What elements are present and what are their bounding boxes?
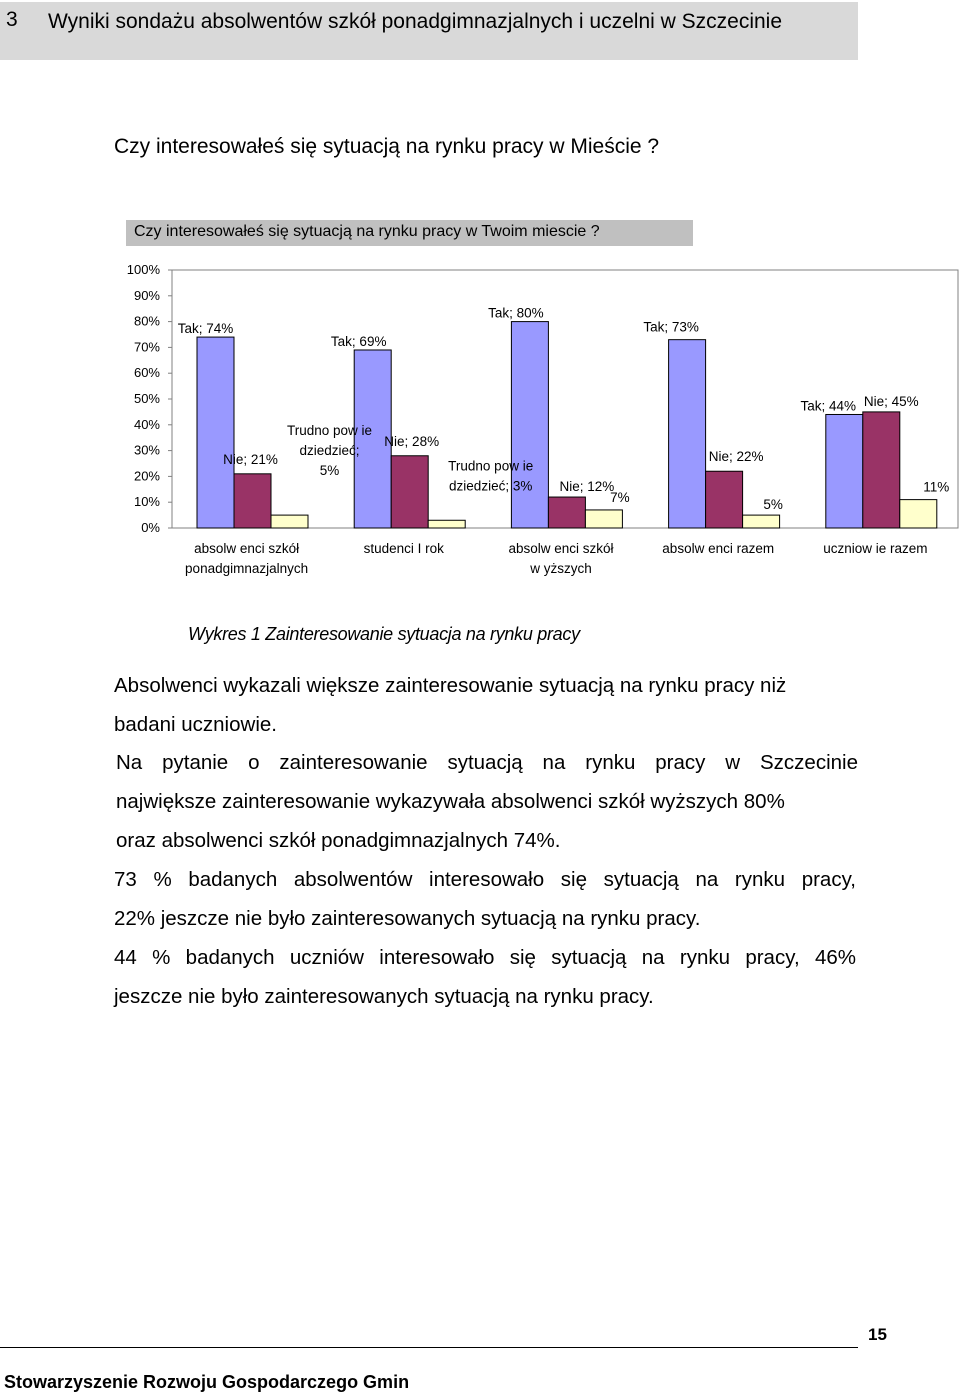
paragraph-1-line-2: badani uczniowie. [114,713,277,736]
data-label: Trudno pow ie [286,423,373,439]
bar-nie [706,471,743,528]
x-tick-label: absolw enci razem [662,541,775,556]
paragraph-1-line-1: Absolwenci wykazali większe zainteresowanie sytuacją na rynku pracy niż [114,674,787,697]
y-tick-label: 50% [133,391,160,406]
data-label: Trudno pow ie [448,458,534,474]
bar-tak [826,414,863,528]
data-label: 5% [319,463,340,479]
x-tick-label: studenci I rok [363,541,444,556]
y-tick-label: 20% [133,468,160,484]
y-tick-label: 100% [126,262,160,277]
bar-nie [234,474,271,528]
data-label: Tak; 80% [488,305,544,321]
x-tick-label: absolw enci szkół [508,541,614,556]
paragraph-2-line-1: Na pytanie o zainteresowanie sytuacją na rynku pracy w Szczecinie [116,751,858,774]
data-label: Tak; 44% [800,398,857,414]
chart-container [0,218,960,598]
footer-divider [0,1347,858,1348]
data-label: dziedzieć; [299,443,360,459]
y-tick-label: 10% [133,494,160,510]
y-tick-label: 70% [133,339,160,355]
question-heading: Czy interesowałeś się sytuacją na rynku pracy w Mieście ? [114,135,660,158]
x-tick-label: ponadgimnazjalnych [185,561,309,576]
paragraph-3-line-1: 73 % badanych absolwentów interesowało się sytuacją na rynku pracy, [114,868,856,891]
y-tick-label: 90% [133,287,160,303]
data-label: Nie; 21% [223,451,278,467]
data-label: 7% [610,489,630,505]
bar-tak [669,340,706,528]
bar-trudno [271,515,308,528]
bar-trudno [900,500,937,528]
y-tick-label: 30% [133,442,160,458]
chart-title: Czy interesowałeś się sytuacją na rynku pracy w Twoim miescie ? [134,223,600,240]
bar-nie [391,456,428,528]
data-label: Nie; 12% [559,479,615,495]
bar-trudno [428,520,465,528]
bar-tak [197,337,234,528]
bar-chart [0,218,960,598]
paragraph-2-line-2: największe zainteresowanie wykazywała absolwenci szkół wyższych 80% [116,790,785,813]
page-number: 15 [868,1325,887,1344]
x-tick-label: w yższych [530,561,592,576]
data-label: Nie; 45% [863,393,919,409]
footer-organization: Stowarzyszenie Rozwoju Gospodarczego Gmin [4,1372,410,1392]
paragraph-2-line-3: oraz absolwenci szkół ponadgimnazjalnych 74%. [116,829,561,852]
section-title: Wyniki sondażu absolwentów szkół ponadgimnazjalnych i uczelni w Szczecinie [48,10,783,33]
x-tick-label: absolw enci szkół [194,541,300,556]
bar-tak [511,322,548,528]
y-tick-label: 0% [141,520,160,535]
x-tick-label: uczniow ie razem [823,541,928,556]
paragraph-4-line-1: 44 % badanych uczniów interesowało się sytuacją na rynku pracy, 46% [114,946,856,969]
data-label: Nie; 22% [708,449,764,465]
bar-trudno [585,510,622,528]
data-label: Tak; 69% [330,333,387,349]
bar-trudno [743,515,780,528]
y-tick-label: 60% [133,365,160,381]
data-label: Tak; 74% [177,321,234,337]
data-label: 11% [923,479,950,495]
paragraph-3-line-2: 22% jeszcze nie było zainteresowanych sytuacją na rynku pracy. [114,907,701,930]
data-label: Tak; 73% [643,319,699,335]
y-tick-label: 80% [133,313,160,329]
y-tick-label: 40% [133,416,160,432]
figure-caption: Wykres 1 Zainteresowanie sytuacja na rynku pracy [188,624,580,644]
data-label: dziedzieć; 3% [449,478,533,494]
bar-nie [548,497,585,528]
section-number: 3 [6,8,18,31]
paragraph-4-line-2: jeszcze nie było zainteresowanych sytuacją na rynku pracy. [114,985,654,1008]
data-label: Nie; 28% [384,433,440,449]
bar-nie [863,412,900,528]
section-header [0,2,858,60]
data-label: 5% [763,497,783,513]
